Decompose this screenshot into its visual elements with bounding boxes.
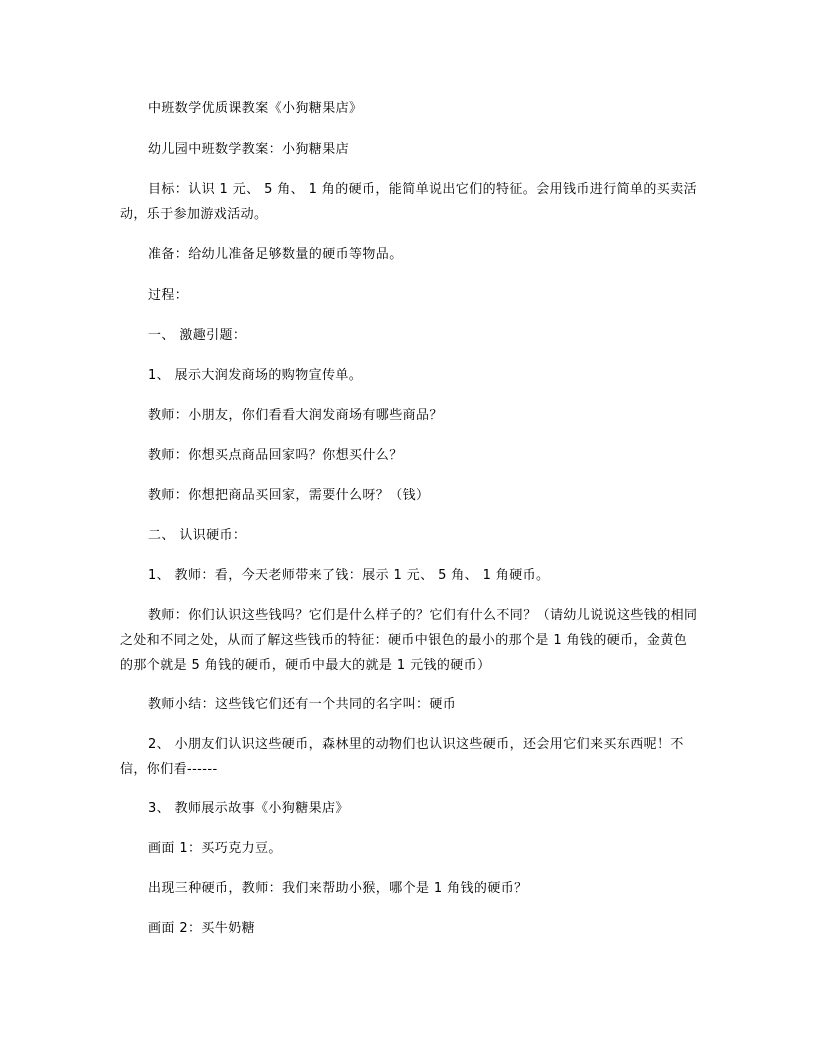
paragraph-step-2-2: 2、 小朋友们认识这些硬币，森林里的动物们也认识这些硬币，还会用它们来买东西呢！不信，你们看------ (120, 737, 684, 777)
paragraph-step-2-3: 3、 教师展示故事《小狗糖果店》 (148, 801, 349, 816)
paragraph-preparation: 准备：给幼儿准备足够数量的硬币等物品。 (148, 247, 403, 262)
paragraph-process: 过程： (148, 288, 189, 303)
paragraph-teacher-coins: 教师：你们认识这些钱吗？它们是什么样子的？它们有什么不同？（请幼儿说说这些钱的相同之处和不同之处，从而了解这些钱币的特征：硬币中银色的最小的那个是 1 角钱的硬币，金黄色的那个就是 5 角钱的硬币，硬币中最大的就是 1 元钱的硬币） (120, 608, 698, 673)
section-heading-1: 一、 激趣引题： (148, 328, 247, 343)
paragraph-scene-1: 画面 1：买巧克力豆。 (148, 841, 282, 856)
paragraph-three-coins: 出现三种硬币，教师：我们来帮助小猴，哪个是 1 角钱的硬币？ (148, 881, 528, 896)
document-title: 中班数学优质课教案《小狗糖果店》 (148, 101, 363, 116)
paragraph-summary: 教师小结：这些钱它们还有一个共同的名字叫：硬币 (148, 697, 457, 712)
paragraph-teacher-2: 教师：你想买点商品回家吗？你想买什么？ (148, 448, 403, 463)
paragraph-subtitle: 幼儿园中班数学教案：小狗糖果店 (148, 142, 350, 157)
paragraph-step-2-1: 1、 教师：看，今天老师带来了钱：展示 1 元、 5 角、 1 角硬币。 (148, 568, 550, 583)
paragraph-teacher-1: 教师：小朋友，你们看看大润发商场有哪些商品？ (148, 408, 443, 423)
paragraph-teacher-3: 教师：你想把商品买回家，需要什么呀？（钱） (148, 488, 430, 503)
paragraph-goal: 目标：认识 1 元、 5 角、 1 角的硬币，能简单说出它们的特征。会用钱币进行简单的买卖活动，乐于参加游戏活动。 (120, 182, 698, 222)
section-heading-2: 二、 认识硬币： (148, 528, 247, 543)
paragraph-step-1: 1、 展示大润发商场的购物宣传单。 (148, 368, 363, 383)
paragraph-scene-2: 画面 2：买牛奶糖 (148, 921, 256, 936)
